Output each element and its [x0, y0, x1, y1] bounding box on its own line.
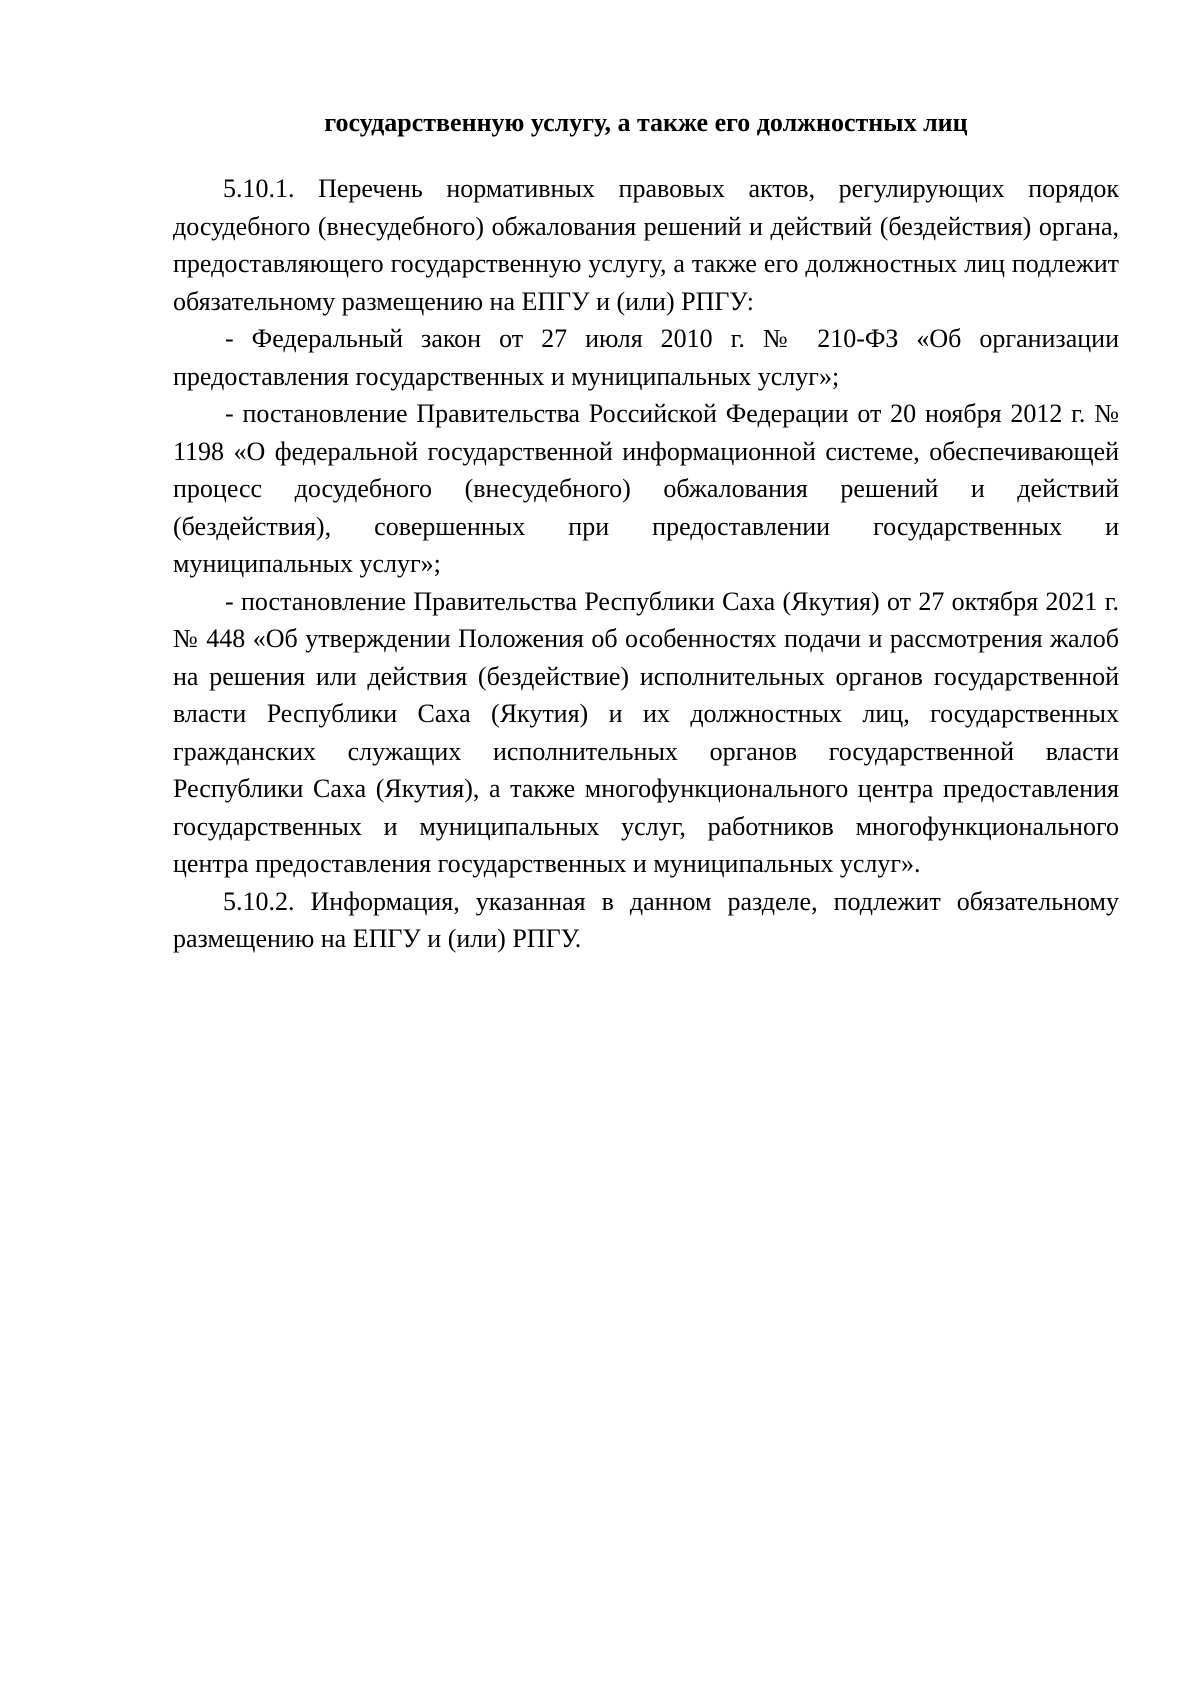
section-heading: государственную услугу, а также его должностных лиц: [324, 108, 968, 137]
paragraph-5-10-2: 5.10.2. Информация, указанная в данном разделе, подлежит обязательному размещению на ЕПГУ и (или) РПГУ.: [173, 886, 1119, 953]
list-item-government-resolution-yakutia: - постановление Правительства Республики Саха (Якутия) от 27 октября 2021 г. № 448 «Об утверждении Положения об особенностях подачи и рассмотрения жалоб на решения или действия (бездействие) исполнительных органов государственной власти Республики Саха (Якутия) и их должностных лиц, государственных гражданских служащих исполнительных органов государственной власти Республики Саха (Якутия), а также многофункционального центра предоставления государственных и муниципальных услуг, работников многофункционального центра предоставления государственных и муниципальных услуг».: [173, 586, 1119, 878]
list-item-federal-law: - Федеральный закон от 27 июля 2010 г. № 210-ФЗ «Об организации предоставления государственных и муниципальных услуг»;: [173, 324, 1119, 391]
paragraph-5-10-1: 5.10.1. Перечень нормативных правовых актов, регулирующих порядок досудебного (внесудебного) обжалования решений и действий (бездействия) органа, предоставляющего государственную услугу, а также его должностных лиц подлежит обязательному размещению на ЕПГУ и (или) РПГУ:: [173, 174, 1119, 316]
document-page: [173, 108, 1119, 958]
list-item-government-resolution-rf: - постановление Правительства Российской Федерации от 20 ноября 2012 г. № 1198 «О федеральной государственной информационной системе, обеспечивающей процесс досудебного (внесудебного) обжалования решений и действий (бездействия), совершенных при предоставлении государственных и муниципальных услуг»;: [173, 399, 1119, 578]
